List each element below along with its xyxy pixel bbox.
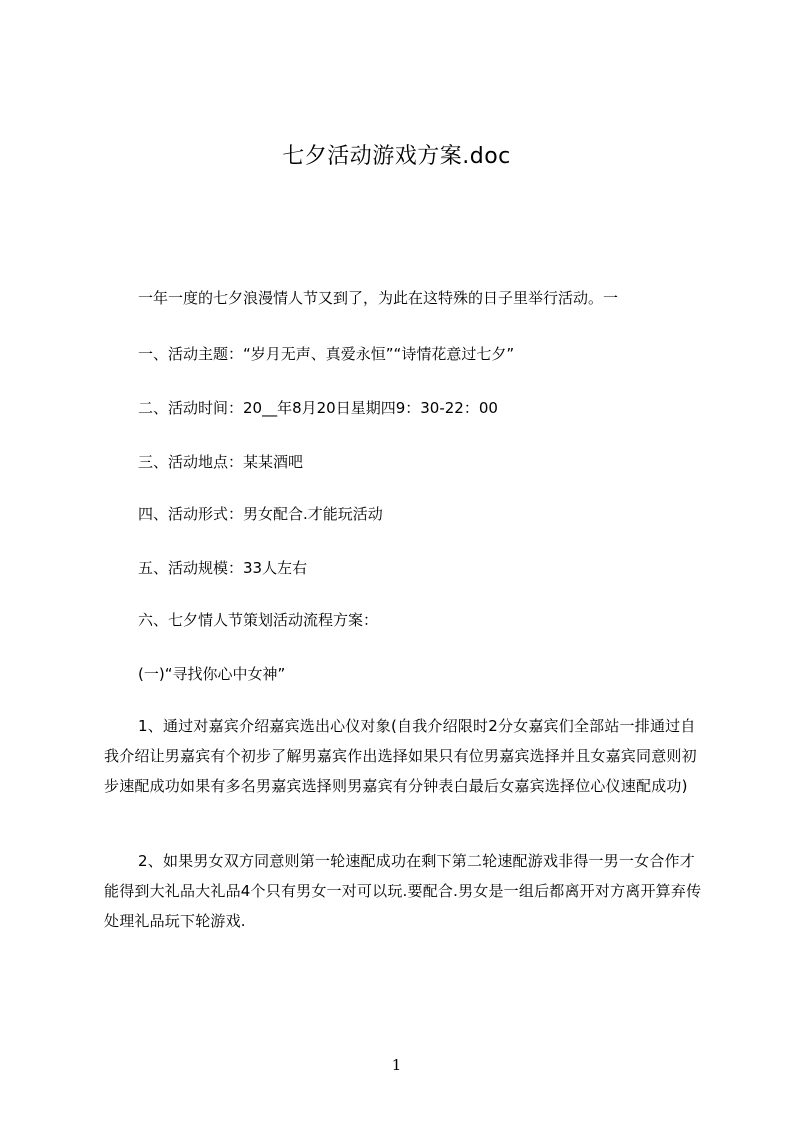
item-game-one: (一)“寻找你心中女神” — [138, 665, 286, 683]
paragraph-one — [104, 711, 704, 801]
item-scale: 五、活动规模：33人左右 — [138, 559, 308, 577]
item-format: 四、活动形式：男女配合.才能玩活动 — [138, 505, 383, 523]
document-title: 七夕活动游戏方案.doc — [282, 144, 511, 169]
item-location: 三、活动地点：某某酒吧 — [138, 453, 304, 471]
paragraph-two-text: 2、如果男女双方同意则第一轮速配成功在剩下第二轮速配游戏非得一男一女合作才能得到大礼品大礼品4个只有男女一对可以玩.要配合.男女是一组后都离开对方离开算弃传处理礼品玩下轮游戏. — [104, 852, 702, 930]
item-time: 二、活动时间：20__年8月20日星期四9：30-22：00 — [138, 399, 498, 417]
item-process: 六、七夕情人节策划活动流程方案： — [138, 611, 379, 629]
paragraph-one-text: 1、通过对嘉宾介绍嘉宾选出心仪对象(自我介绍限时2分女嘉宾们全部站一排通过自我介绍让男嘉宾有个初步了解男嘉宾作出选择如果只有位男嘉宾选择并且女嘉宾同意则初步速配成功如果有多名男嘉宾选择则男嘉宾有分钟表白最后女嘉宾选择位心仪速配成功) — [104, 717, 697, 795]
paragraph-two — [104, 846, 704, 936]
page-number: 1 — [391, 1056, 402, 1074]
item-theme: 一、活动主题：“岁月无声、真爱永恒”“诗情花意过七夕” — [138, 345, 515, 363]
intro-line: 一年一度的七夕浪漫情人节又到了，为此在这特殊的日子里举行活动。一 — [138, 289, 619, 307]
